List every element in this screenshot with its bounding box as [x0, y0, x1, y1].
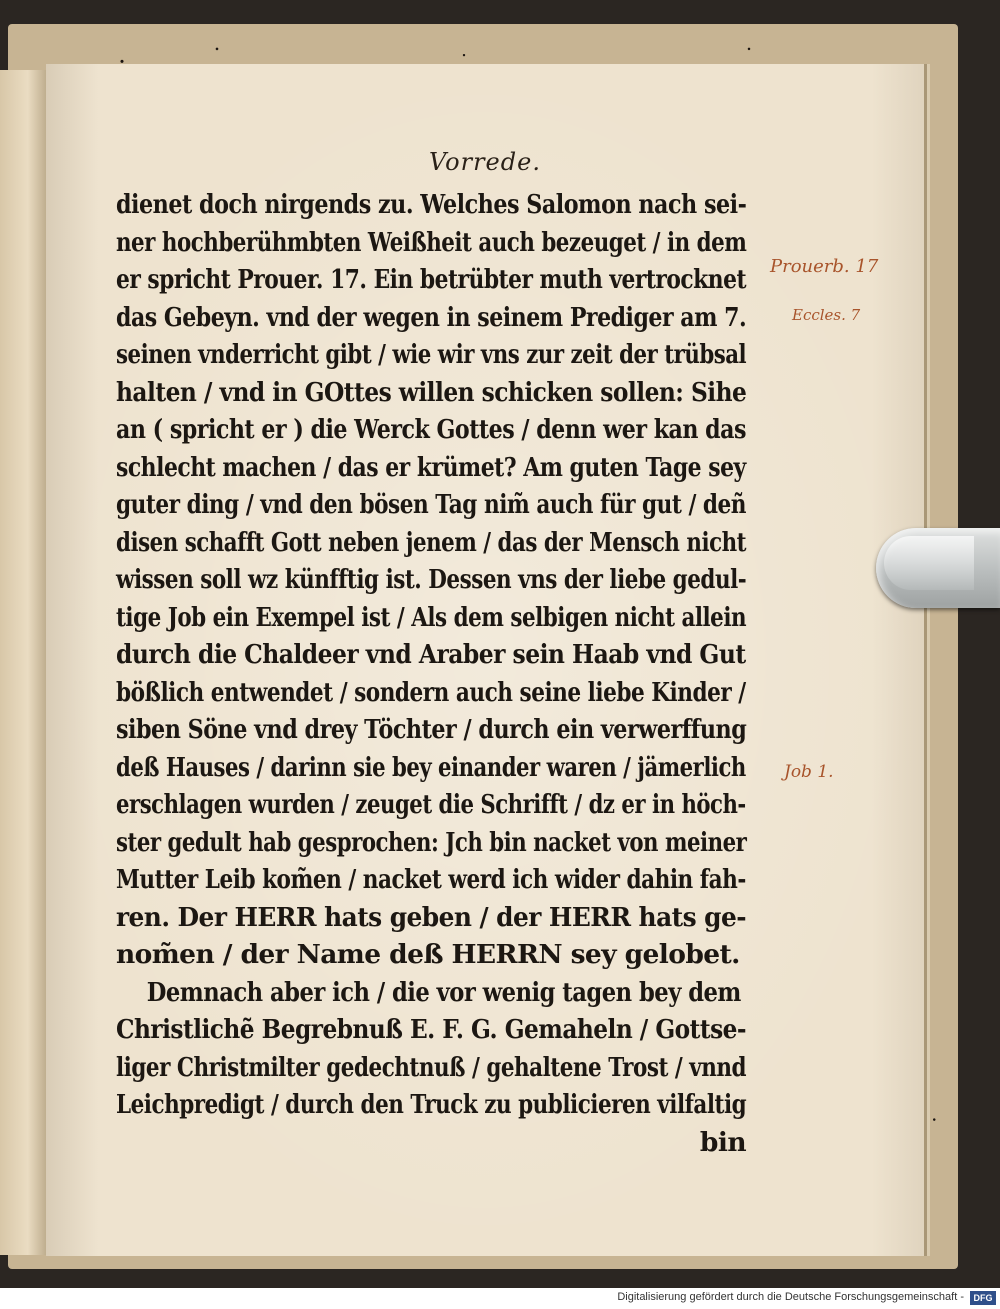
text-line: er spricht Prouer. 17. Ein betrübter muth vertrocknet	[116, 264, 747, 295]
text-line: halten / vnd in GOttes willen schicken sollen: Sihe	[116, 376, 747, 408]
text-line: bößlich entwendet / sondern auch seine liebe Kinder /	[116, 676, 746, 708]
margin-note-ecclesiastes: Eccles. 7	[792, 306, 861, 324]
text-line: durch die Chaldeer vnd Araber sein Haab vnd Gut	[116, 639, 746, 670]
body-text	[116, 186, 746, 1161]
text-line: dienet doch nirgends zu. Welches Salomon nach sei-	[116, 189, 747, 220]
text-line: ner hochberühmbten Weißheit auch bezeuget / in dem	[116, 226, 747, 258]
text-line: erschlagen wurden / zeuget die Schrifft / dz er in höch-	[116, 789, 746, 820]
catchword: bin	[699, 1126, 746, 1158]
text-line: Christlichẽ Begrebnuß E. F. G. Gemaheln / Gottse-	[116, 1014, 747, 1045]
text-line: ster gedult hab gesprochen: Jch bin nacket von meiner	[116, 826, 747, 858]
footer-credit: Digitalisierung gefördert durch die Deutsche Forschungsgemeinschaft -	[617, 1291, 964, 1303]
text-line: nom̃en / der Name deß HERRN sey gelobet.	[116, 939, 740, 970]
text-line: tige Job ein Exempel ist / Als dem selbigen nicht allein	[116, 601, 747, 633]
footer-bar	[0, 1288, 1000, 1309]
text-line: liger Christmilter gedechtnuß / gehaltene Trost / vnnd	[116, 1051, 747, 1083]
text-line: ren. Der HERR hats geben / der HERR hats ge-	[116, 901, 746, 933]
text-line: Mutter Leib kom̃en / nacket werd ich wider dahin fah-	[116, 864, 746, 895]
page-clip-highlight	[884, 536, 974, 590]
text-line: das Gebeyn. vnd der wegen in seinem Prediger am 7.	[116, 301, 747, 333]
text-line: Leichpredigt / durch den Truck zu publicieren vilfaltig	[116, 1089, 747, 1120]
facing-page-edge	[0, 70, 48, 1255]
margin-note-job: Job 1.	[784, 762, 834, 782]
text-line: Demnach aber ich / die vor wenig tagen bey dem	[146, 976, 741, 1008]
text-line: seinen vnderricht gibt / wie wir vns zur zeit der trübsal	[116, 339, 747, 370]
text-line: schlecht machen / das er krümet? Am guten Tage sey	[116, 451, 746, 483]
text-line: an ( spricht er ) die Werck Gottes / denn wer kan das	[116, 414, 746, 445]
running-head: Vorrede.	[429, 148, 541, 176]
text-line: siben Söne vnd drey Töchter / durch ein verwerffung	[116, 714, 747, 745]
book-page	[46, 64, 924, 1256]
text-line: guter ding / vnd den bösen Tag nim̃ auch für gut / deñ	[116, 489, 747, 520]
dfg-logo: DFG	[970, 1291, 996, 1305]
margin-note-proverbs: Prouerb. 17	[770, 256, 879, 277]
text-line: deß Hauses / darinn sie bey einander waren / jämerlich	[116, 751, 746, 783]
text-line: disen schafft Gott neben jenem / das der Mensch nicht	[116, 526, 747, 558]
text-line: wissen soll wz künfftig ist. Dessen vns der liebe gedul-	[116, 564, 747, 595]
